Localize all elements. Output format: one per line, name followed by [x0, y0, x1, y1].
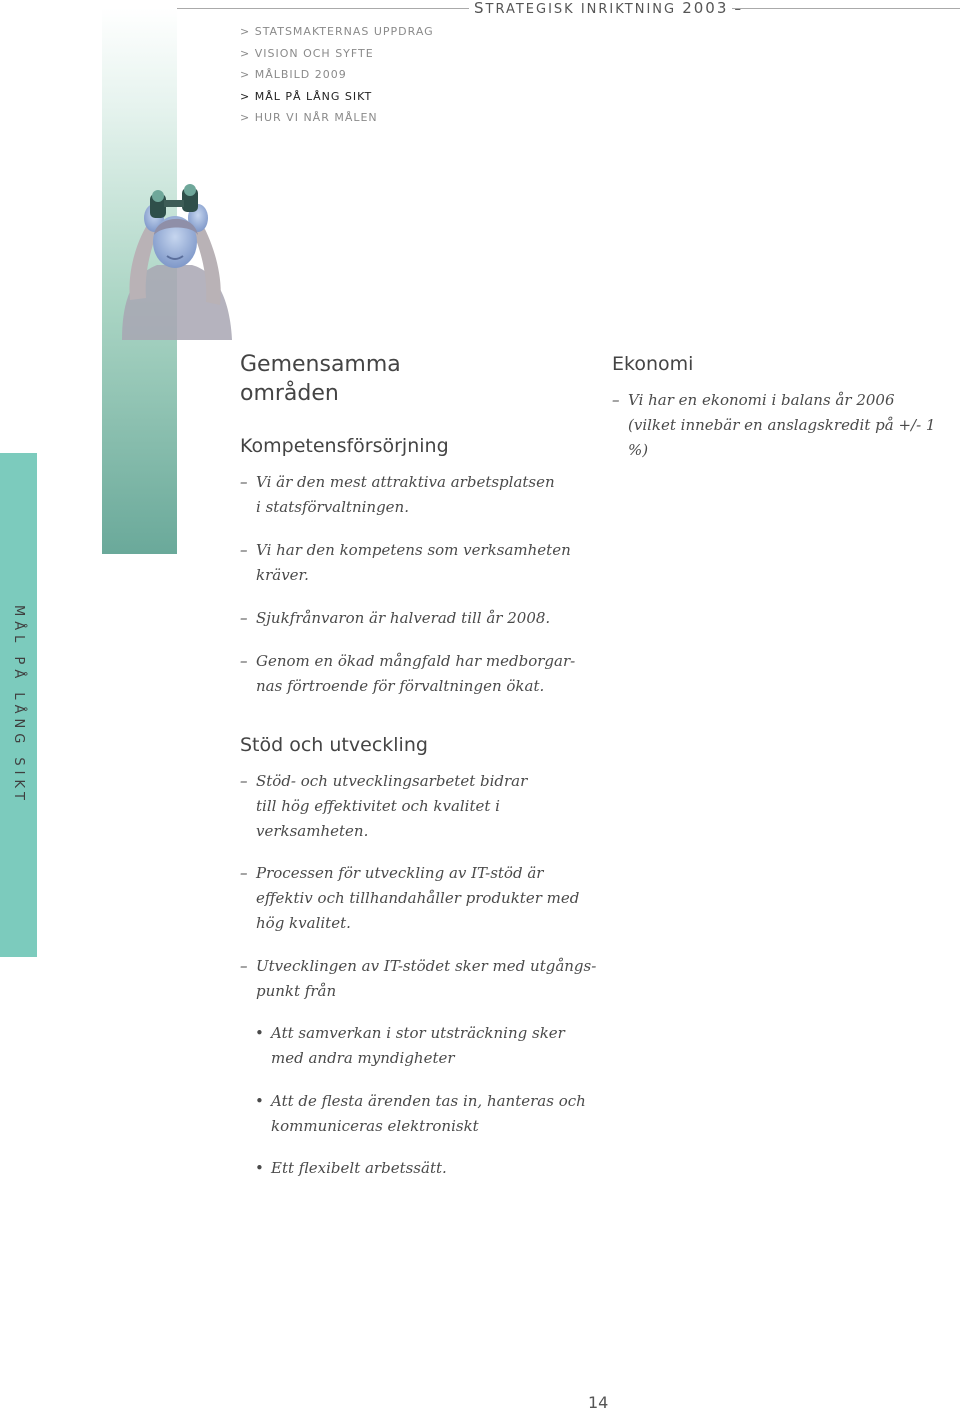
side-tab-label: MÅL PÅ LÅNG SIKT [11, 605, 26, 805]
item-line: punkt från [256, 982, 337, 1000]
item-line: verksamheten. [256, 822, 369, 840]
bullet-marker: • [255, 1092, 264, 1110]
section-navigation [240, 25, 434, 133]
dash-marker: – [240, 957, 248, 975]
competence-item [240, 606, 550, 631]
nav-item-statsmakternas-uppdrag[interactable]: > STATSMAKTERNAS UPPDRAG [240, 25, 434, 38]
item-line: kräver. [256, 566, 309, 584]
competence-item [240, 470, 555, 520]
header-title: STRATEGISK INRIKTNING 2003 – [474, 0, 744, 17]
support-bullet [255, 1089, 586, 1139]
competence-heading: Kompetensförsörjning [240, 435, 449, 457]
item-line: i statsförvaltningen. [256, 498, 409, 516]
bullet-marker: • [255, 1024, 264, 1042]
dash-marker: – [240, 652, 248, 670]
item-line: Processen för utveckling av IT-stöd är [256, 864, 544, 882]
support-bullet [255, 1156, 447, 1181]
support-bullet [255, 1021, 565, 1071]
item-line: Stöd- och utvecklingsarbetet bidrar [256, 772, 528, 790]
item-line: kommuniceras elektroniskt [271, 1117, 479, 1135]
item-line: Att de flesta ärenden tas in, hanteras och [271, 1092, 586, 1110]
header-title-rest: TRATEGISK INRIKTNING [485, 2, 677, 17]
header-rule-right [732, 8, 960, 9]
item-line: (vilket innebär en anslagskredit på +/- 1 %) [628, 416, 936, 459]
page-number: 14 [588, 1393, 609, 1412]
nav-item-vision-och-syfte[interactable]: > VISION OCH SYFTE [240, 46, 374, 60]
bullet-marker: • [255, 1159, 264, 1177]
header-title-initial: S [474, 0, 486, 17]
item-line: Vi har en ekonomi i balans år 2006 [628, 391, 895, 409]
item-line: Utvecklingen av IT-stödet sker med utgångs- [256, 957, 597, 975]
section-title-line2: områden [240, 381, 339, 406]
item-line: Vi är den mest attraktiva arbetsplatsen [256, 473, 555, 491]
dash-marker: – [240, 473, 248, 491]
nav-item-malbild-2009[interactable]: > MÅLBILD 2009 [240, 68, 347, 81]
support-item [240, 769, 527, 844]
header-year: 2003 [682, 0, 729, 17]
header-rule-left [177, 8, 469, 9]
side-tab [0, 453, 37, 957]
person-with-binoculars-photo [112, 180, 237, 340]
economy-item [612, 388, 960, 463]
dash-marker: – [240, 772, 248, 790]
economy-heading: Ekonomi [612, 353, 694, 375]
item-line: hög kvalitet. [256, 914, 351, 932]
section-title-line1: Gemensamma [240, 352, 401, 377]
nav-item-mal-pa-lang-sikt[interactable]: > MÅL PÅ LÅNG SIKT [240, 89, 373, 103]
item-line: nas förtroende för förvaltningen ökat. [256, 677, 545, 695]
item-line: Sjukfrånvaron är halverad till år 2008. [256, 609, 551, 627]
support-item [240, 861, 579, 936]
item-line: med andra myndigheter [271, 1049, 455, 1067]
dash-marker: – [240, 609, 248, 627]
support-item [240, 954, 596, 1004]
nav-item-hur-vi-nar-malen[interactable]: > HUR VI NÅR MÅLEN [240, 111, 378, 124]
item-line: Vi har den kompetens som verksamheten [256, 541, 571, 559]
item-line: Genom en ökad mångfald har medborgar- [256, 652, 576, 670]
competence-item [240, 649, 575, 699]
dash-marker: – [240, 864, 248, 882]
section-title [240, 350, 401, 408]
dash-marker: – [612, 391, 620, 409]
item-line: effektiv och tillhandahåller produkter med [256, 889, 580, 907]
competence-item [240, 538, 571, 588]
item-line: Ett flexibelt arbetssätt. [271, 1159, 447, 1177]
item-line: Att samverkan i stor utsträckning sker [271, 1024, 565, 1042]
item-line: till hög effektivitet och kvalitet i [256, 797, 500, 815]
dash-marker: – [240, 541, 248, 559]
support-heading: Stöd och utveckling [240, 734, 428, 756]
